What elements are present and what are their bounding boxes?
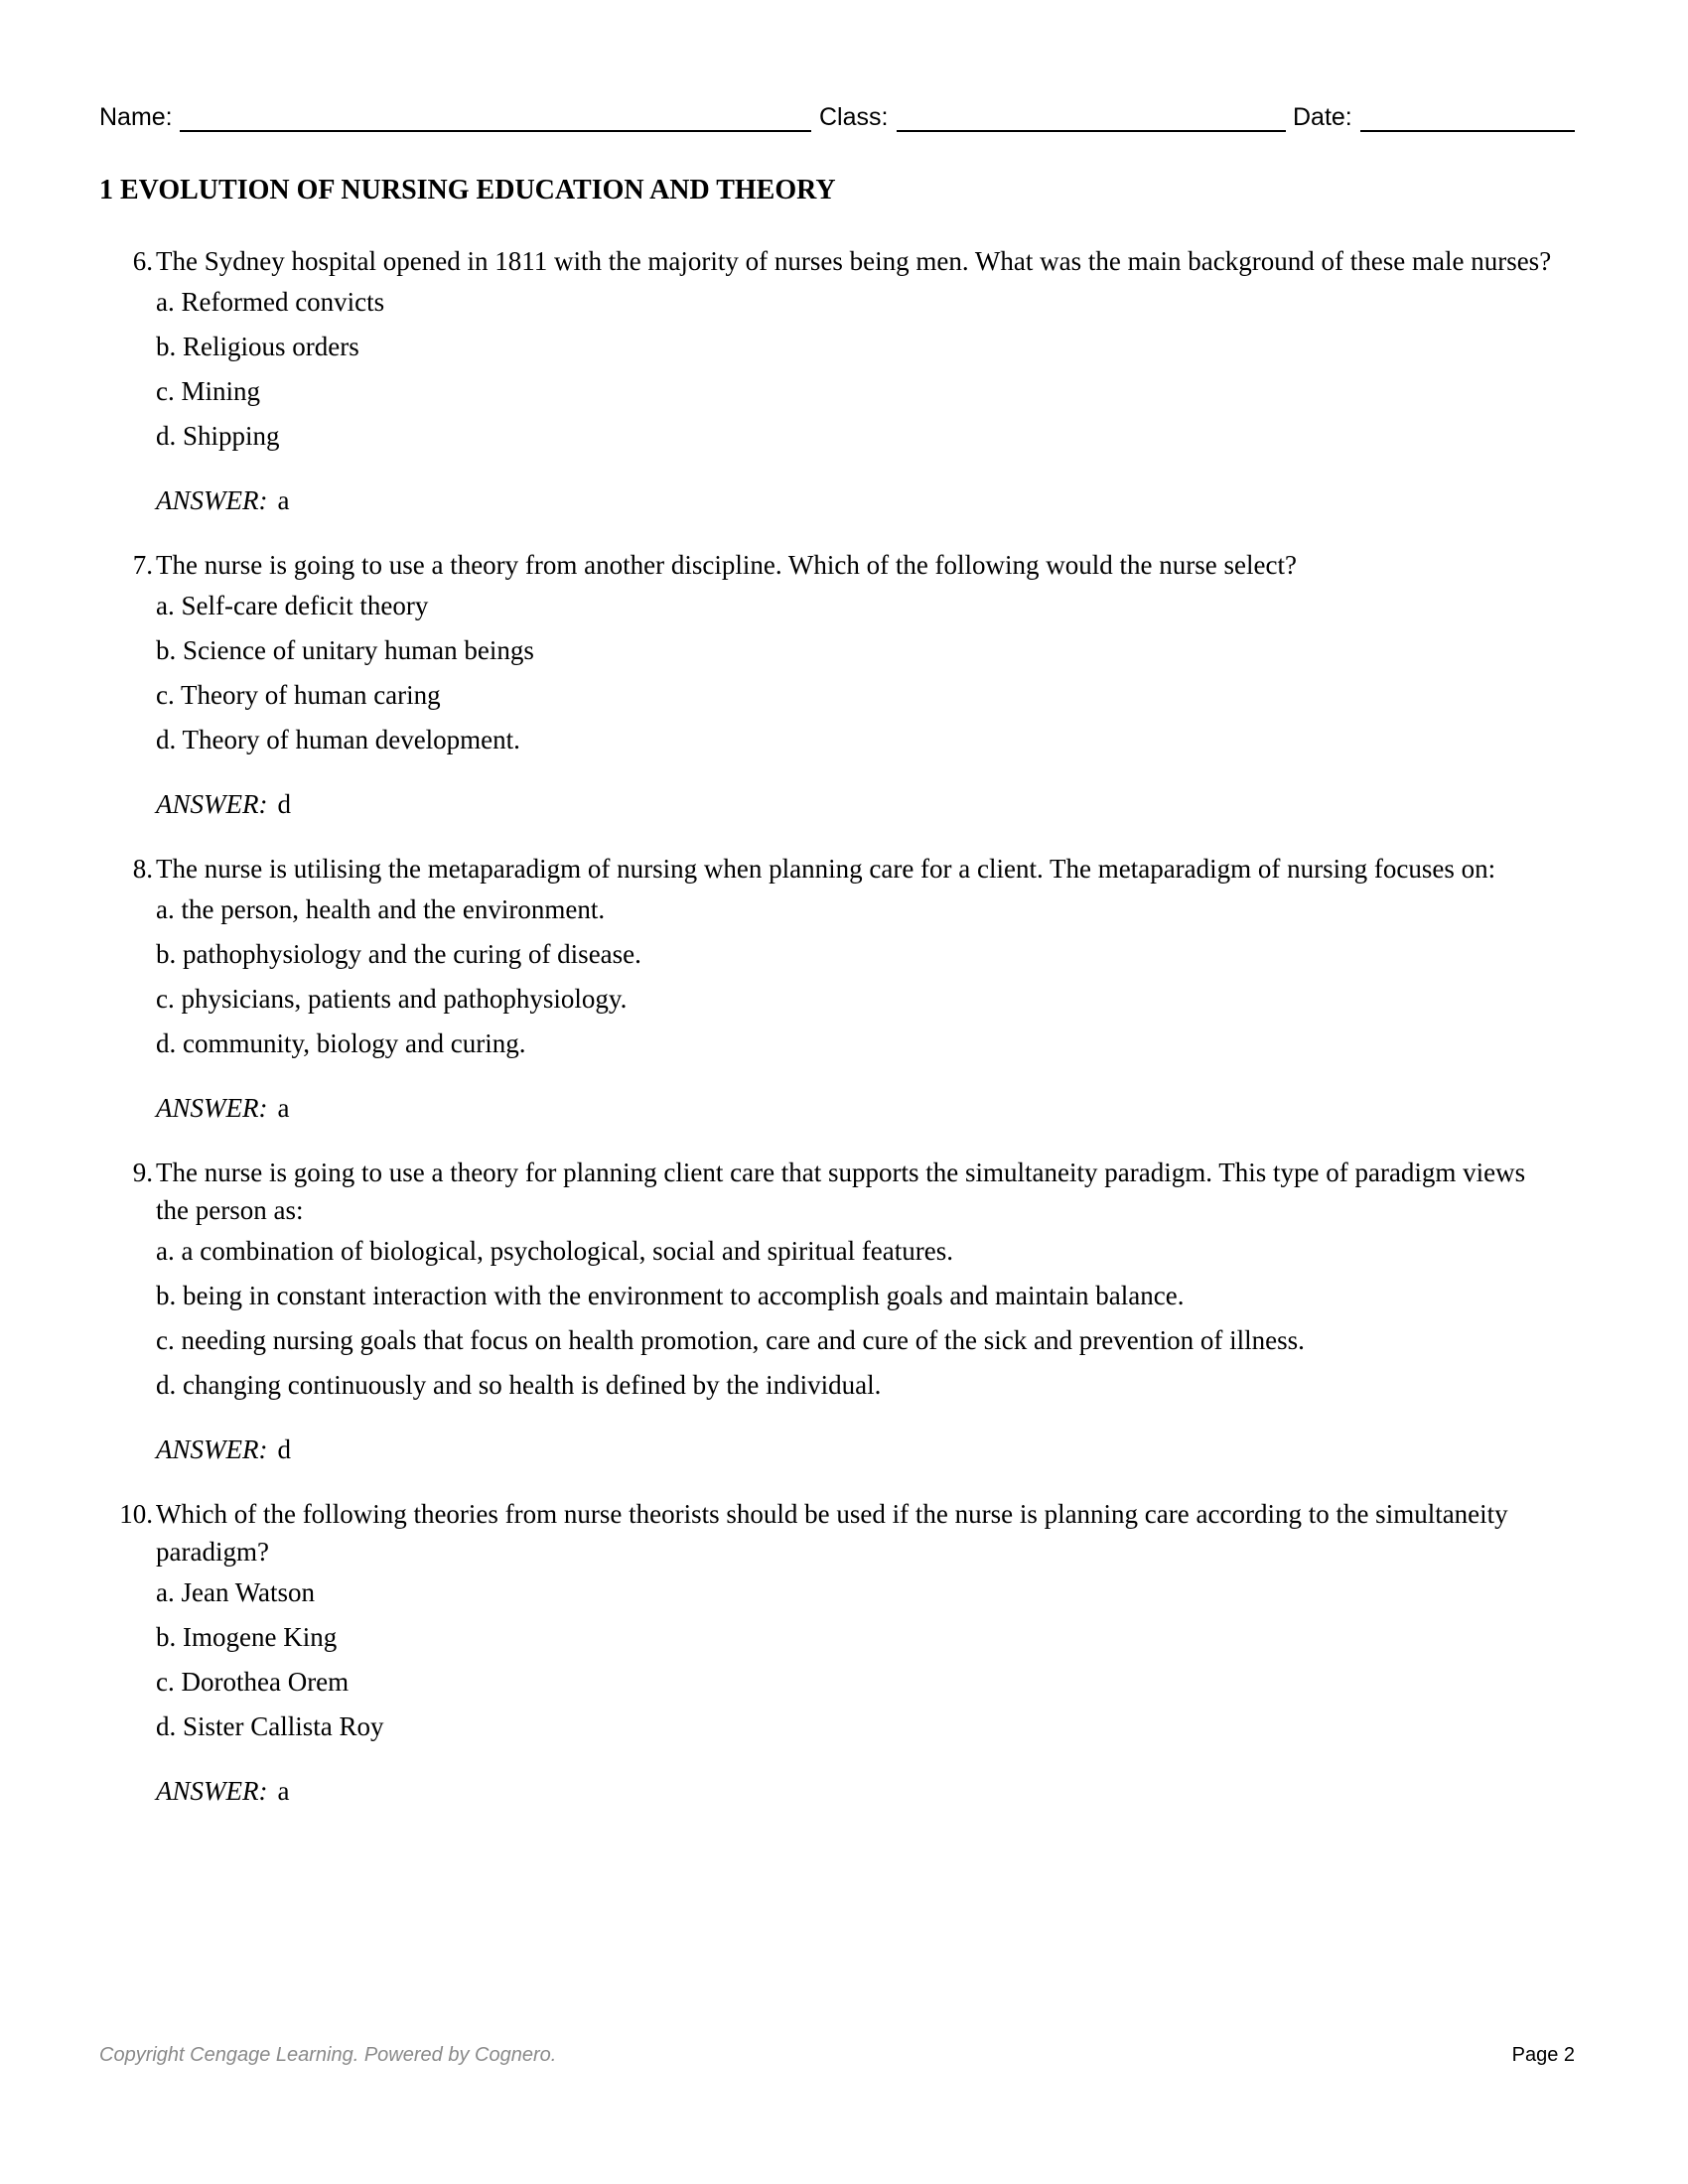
answer-option: c. Dorothea Orem [156,1667,350,1697]
copyright-text: Copyright Cengage Learning. Powered by Cognero. [99,2044,557,2066]
answer-option: c. needing nursing goals that focus on health promotion, care and cure of the sick and prevention of illness. [156,1325,1305,1355]
question-number: 6. [132,246,153,276]
question-text: The nurse is utilising the metaparadigm of nursing when planning care for a client. The metaparadigm of nursing focuses on: [156,854,1496,884]
student-info-header [99,97,1575,137]
answer-value: a [277,1776,290,1806]
question-list [99,242,1559,1837]
answer-value: a [277,485,290,515]
answer-line [156,782,1559,827]
answer-line [156,478,1559,523]
question-number: 10. [119,1499,153,1529]
answer-value: d [277,789,291,819]
answer-label: ANSWER: [156,1776,268,1806]
answer-option: a. Jean Watson [156,1577,316,1607]
answer-option: d. Sister Callista Roy [156,1711,384,1741]
answer-option: a. the person, health and the environment. [156,894,606,924]
question-item [99,1495,1559,1814]
class-label: Class: [819,103,889,131]
question-text: The nurse is going to use a theory from another discipline. Which of the following would the nurse select? [156,550,1297,580]
question-number: 9. [132,1158,153,1187]
answer-option: d. Theory of human development. [156,725,520,754]
answer-label: ANSWER: [156,1434,268,1464]
answer-option: b. pathophysiology and the curing of disease. [156,939,641,969]
section-title: 1 EVOLUTION OF NURSING EDUCATION AND THEORY [99,175,836,205]
answer-option: b. Imogene King [156,1622,338,1652]
question-number: 8. [132,854,153,884]
answer-line [156,1428,1559,1472]
answer-value: d [277,1434,291,1464]
page-footer [99,2041,1575,2069]
question-item [99,850,1559,1131]
name-field[interactable] [180,130,811,132]
question-number: 7. [132,550,153,580]
answer-option: a. Reformed convicts [156,287,385,317]
question-text: Which of the following theories from nurse theorists should be used if the nurse is planning care according to the simultaneity paradigm? [156,1499,1508,1567]
date-label: Date: [1293,103,1352,131]
answer-option: c. physicians, patients and pathophysiology. [156,984,628,1014]
question-item [99,242,1559,523]
answer-option: a. Self-care deficit theory [156,591,429,620]
name-label: Name: [99,103,173,131]
answer-line [156,1769,1559,1814]
answer-option: d. Shipping [156,421,280,451]
date-field[interactable] [1360,130,1575,132]
answer-option: d. community, biology and curing. [156,1028,526,1058]
question-text: The Sydney hospital opened in 1811 with the majority of nurses being men. What was the main background of these male nurses? [156,246,1552,276]
page-number: Page 2 [1511,2044,1575,2066]
answer-option: b. Religious orders [156,332,359,361]
answer-line [156,1086,1559,1131]
answer-label: ANSWER: [156,1093,268,1123]
answer-option: c. Mining [156,376,260,406]
class-field[interactable] [897,130,1286,132]
answer-label: ANSWER: [156,485,268,515]
answer-option: c. Theory of human caring [156,680,441,710]
answer-label: ANSWER: [156,789,268,819]
question-item [99,1154,1559,1472]
answer-value: a [277,1093,290,1123]
answer-option: b. Science of unitary human beings [156,635,534,665]
answer-option: a. a combination of biological, psychological, social and spiritual features. [156,1236,954,1266]
question-item [99,546,1559,827]
question-text: The nurse is going to use a theory for planning client care that supports the simultaneity paradigm. This type of paradigm views the person as: [156,1158,1526,1225]
answer-option: d. changing continuously and so health is defined by the individual. [156,1370,882,1400]
answer-option: b. being in constant interaction with the environment to accomplish goals and maintain balance. [156,1281,1185,1310]
